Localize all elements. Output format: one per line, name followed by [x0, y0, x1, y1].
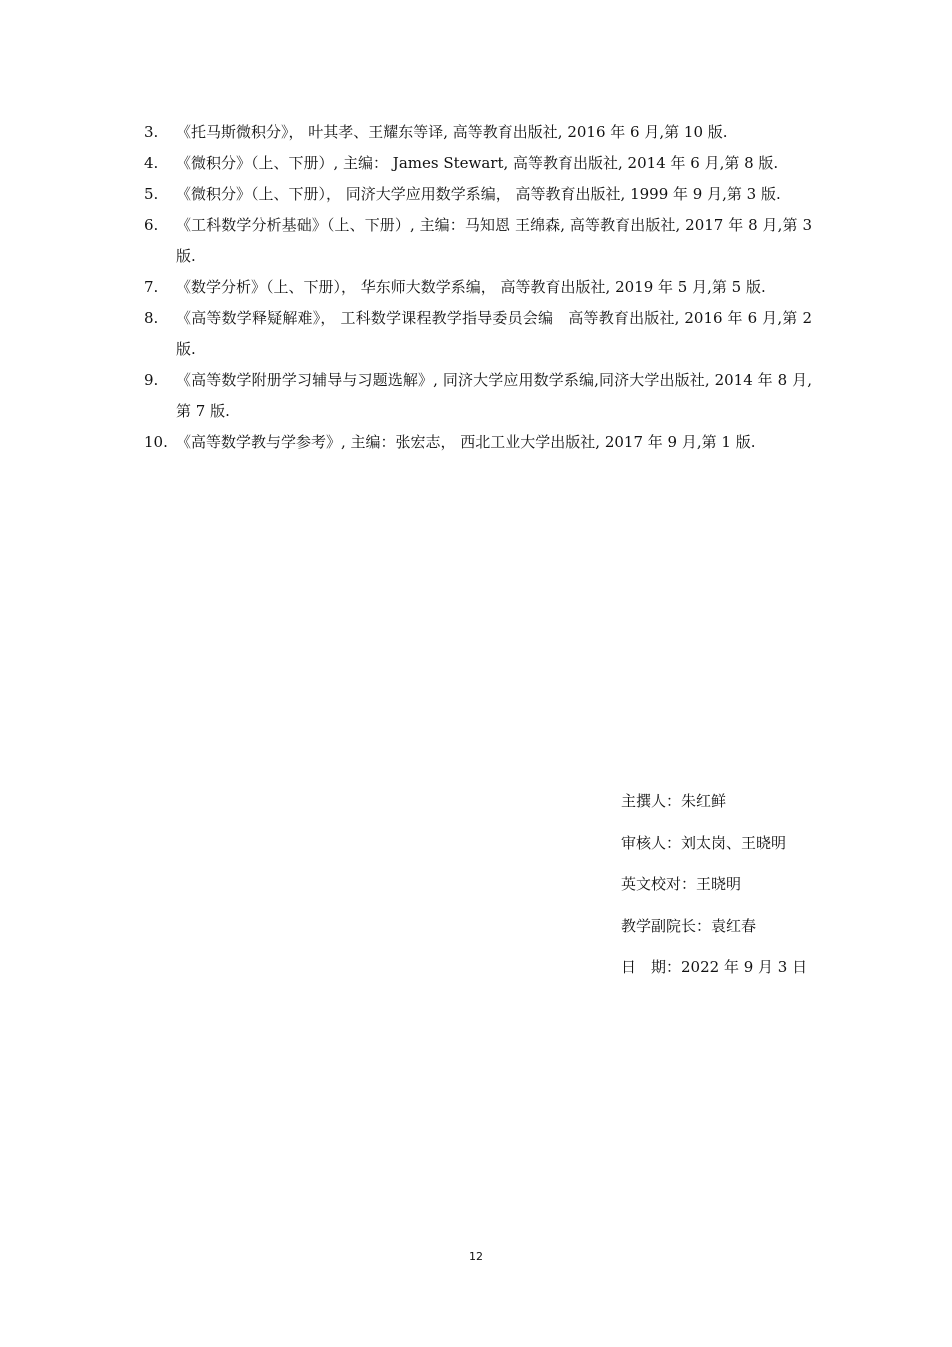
english-proofreader-line: 英文校对：王晓明	[621, 875, 742, 893]
vice-dean-line: 教学副院长：袁红春	[621, 916, 757, 935]
reviewers-line: 审核人：刘太岗、王晓明	[621, 833, 787, 852]
reference-number: 7.	[144, 278, 159, 296]
reference-item	[144, 148, 812, 179]
reference-text: 《托马斯微积分》， 叶其孝、王耀东等译, 高等教育出版社, 2016 年 6 月,第 10 版.	[176, 123, 728, 141]
reference-item	[144, 303, 812, 365]
reference-item	[144, 272, 812, 303]
reference-text: 《微积分》（上、下册）, 主编： James Stewart, 高等教育出版社, 2014 年 6 月,第 8 版.	[176, 154, 779, 172]
reference-text: 《工科数学分析基础》（上、下册）, 主编：马知恩 王绵森, 高等教育出版社, 2017 年 8 月,第 3 版.	[176, 216, 812, 265]
signoff-block	[621, 786, 821, 994]
reference-number: 8.	[144, 309, 159, 327]
page-number: 12	[469, 1250, 483, 1263]
reference-item	[144, 365, 812, 427]
reference-number: 4.	[144, 154, 159, 172]
author-line: 主撰人：朱红鲜	[621, 792, 727, 810]
reference-text: 《高等数学附册学习辅导与习题选解》, 同济大学应用数学系编,同济大学出版社, 2014 年 8 月,第 7 版.	[176, 371, 812, 420]
reference-item	[144, 210, 812, 272]
date-line: 日 期：2022 年 9 月 3 日	[621, 958, 808, 976]
reference-text: 《高等数学教与学参考》, 主编：张宏志， 西北工业大学出版社, 2017 年 9 月,第 1 版.	[176, 433, 756, 451]
reference-text: 《高等数学释疑解难》， 工科数学课程教学指导委员会编 高等教育出版社, 2016 年 6 月,第 2 版.	[176, 309, 812, 358]
reference-number: 3.	[144, 123, 159, 141]
reference-number: 10.	[144, 433, 168, 451]
reference-text: 《微积分》（上、下册）， 同济大学应用数学系编， 高等教育出版社, 1999 年 9 月,第 3 版.	[176, 185, 781, 203]
reference-number: 6.	[144, 216, 159, 234]
reference-item	[144, 179, 812, 210]
reference-item	[144, 427, 812, 458]
reference-item	[144, 117, 812, 148]
reference-list	[144, 117, 812, 458]
reference-number: 9.	[144, 371, 159, 389]
reference-number: 5.	[144, 185, 159, 203]
reference-text: 《数学分析》（上、下册）， 华东师大数学系编， 高等教育出版社, 2019 年 5 月,第 5 版.	[176, 278, 766, 296]
